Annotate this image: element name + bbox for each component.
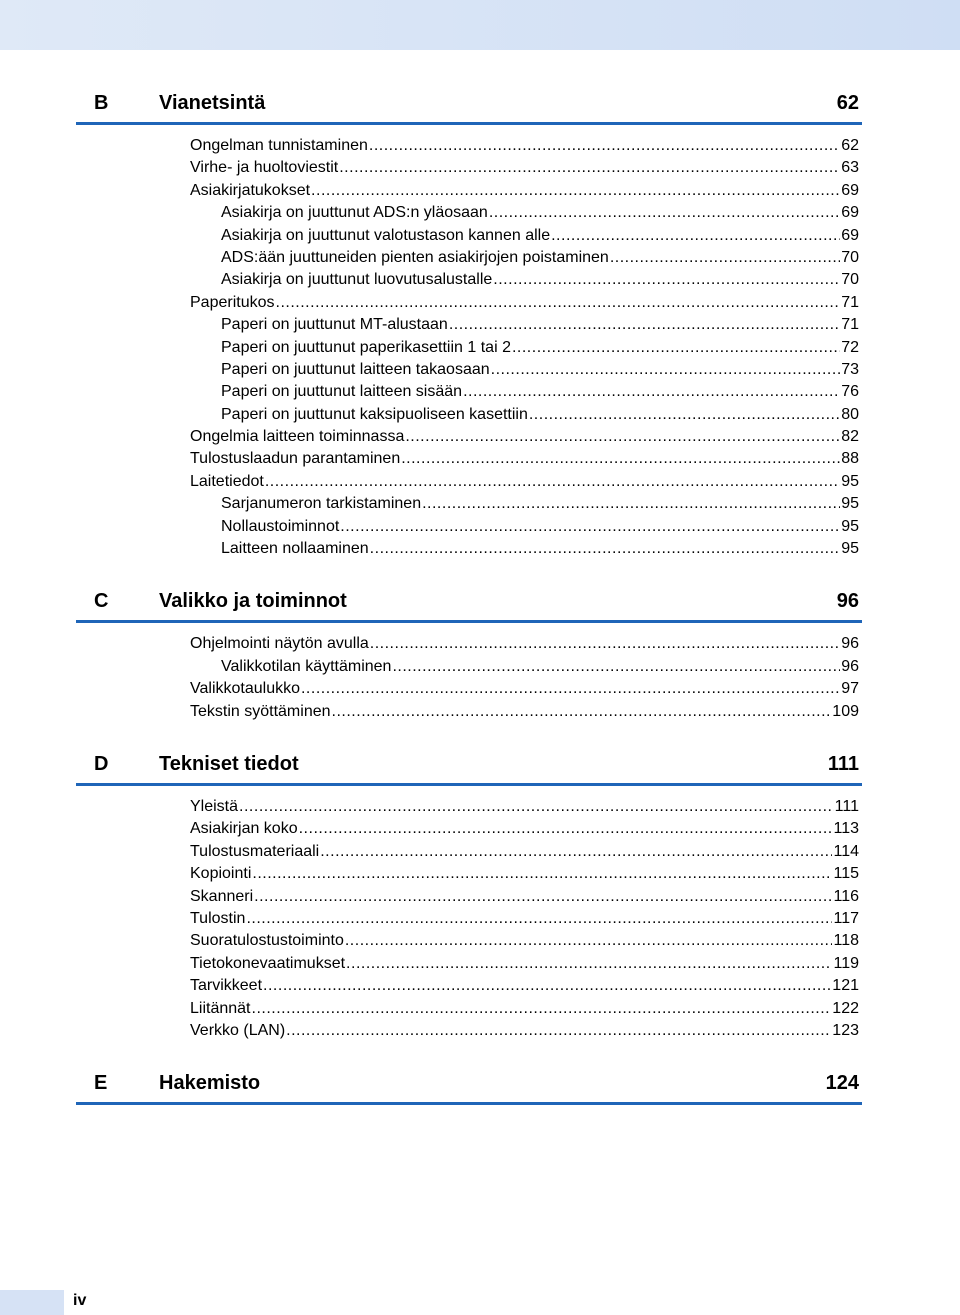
toc-entry-label: Yleistä (190, 797, 239, 815)
toc-entry[interactable] (76, 678, 862, 700)
toc-entry[interactable] (76, 381, 862, 403)
chapter-entries (76, 623, 862, 737)
toc-entry-page: 96 (841, 635, 859, 653)
toc-entry-label: Laitteen nollaaminen (221, 540, 369, 558)
toc-entry-label: Virhe- ja huoltoviestit (190, 159, 339, 177)
toc-entry-page: 76 (841, 383, 859, 401)
toc-entry-label: Paperi on juuttunut kaksipuoliseen kasettiin (221, 405, 528, 423)
toc-entry[interactable] (76, 180, 862, 202)
dot-leader (401, 448, 840, 470)
footer-page-number: iv (73, 1292, 87, 1309)
chapter-title: Vianetsintä (159, 92, 266, 114)
toc-entry[interactable] (76, 975, 862, 997)
chapter-entries (76, 786, 862, 1056)
toc-entry-page: 123 (832, 1021, 859, 1039)
toc-entry[interactable] (76, 656, 862, 678)
toc-entry-page: 97 (841, 680, 859, 698)
footer-band (0, 1290, 64, 1315)
toc-entry-label: Tulostusmateriaali (190, 842, 320, 860)
toc-entry-label: Tulostin (190, 909, 246, 927)
toc-entry-label: Ohjelmointi näytön avulla (190, 635, 369, 653)
toc-entry-page: 122 (832, 999, 859, 1017)
dot-leader (512, 337, 840, 359)
toc-entry-label: Asiakirja on juuttunut valotustason kannen alle (221, 226, 551, 244)
dot-leader (491, 359, 841, 381)
dot-leader (551, 225, 840, 247)
dot-leader (265, 471, 840, 493)
dot-leader (529, 404, 840, 426)
dot-leader (254, 886, 832, 908)
toc-entry-label: Tulostuslaadun parantaminen (190, 450, 401, 468)
toc-entry[interactable] (76, 538, 862, 560)
toc-entry-label: Asiakirjan koko (190, 820, 298, 838)
toc-entry-page: 71 (841, 293, 859, 311)
toc-entry-page: 95 (841, 472, 859, 490)
toc-entry-label: Asiakirja on juuttunut luovutusalustalle (221, 271, 493, 289)
toc-entry[interactable] (76, 292, 862, 314)
toc-entry-page: 116 (833, 887, 859, 905)
toc-entry[interactable] (76, 908, 862, 930)
toc-entry-page: 72 (841, 338, 859, 356)
toc-entry[interactable] (76, 448, 862, 470)
toc-entry-page: 114 (833, 842, 859, 860)
toc-entry-page: 71 (841, 316, 859, 334)
toc-entry[interactable] (76, 998, 862, 1020)
toc-entry-page: 121 (832, 977, 859, 995)
toc-entry[interactable] (76, 701, 862, 723)
dot-leader (286, 1020, 831, 1042)
chapter-page-number: 111 (827, 752, 859, 775)
toc-entry-label: Asiakirjatukokset (190, 181, 311, 199)
toc-entry-label: Paperi on juuttunut paperikasettiin 1 tai 2 (221, 338, 511, 356)
chapter-page-number: 96 (836, 590, 859, 613)
toc-chapter (76, 84, 862, 574)
toc-entry[interactable] (76, 225, 862, 247)
toc-entry-label: Tekstin syöttäminen (190, 702, 331, 720)
toc-entry[interactable] (76, 930, 862, 952)
toc-entry-label: ADS:ään juuttuneiden pienten asiakirjojen poistaminen (221, 248, 609, 266)
dot-leader (489, 202, 840, 224)
chapter-heading[interactable] (76, 582, 862, 623)
table-of-contents (76, 84, 862, 1113)
toc-entry-label: Valikkotaulukko (190, 680, 300, 698)
dot-leader (276, 292, 841, 314)
dot-leader (346, 953, 832, 975)
toc-entry[interactable] (76, 247, 862, 269)
toc-chapter (76, 745, 862, 1056)
toc-entry[interactable] (76, 516, 862, 538)
toc-chapter (76, 582, 862, 737)
toc-entry[interactable] (76, 796, 862, 818)
dot-leader (252, 863, 832, 885)
chapter-page-number: 124 (825, 1072, 859, 1095)
toc-entry[interactable] (76, 135, 862, 157)
page-footer (0, 1290, 960, 1315)
chapter-heading[interactable] (76, 1064, 862, 1105)
toc-entry-page: 117 (833, 909, 859, 927)
toc-entry-label: Paperi on juuttunut laitteen takaosaan (221, 360, 490, 378)
chapter-title: Tekniset tiedot (159, 752, 299, 775)
toc-entry-label: Kopiointi (190, 865, 252, 883)
toc-entry-page: 82 (841, 428, 859, 446)
chapter-heading[interactable] (76, 745, 862, 786)
toc-chapter (76, 1064, 862, 1105)
toc-entry-page: 119 (833, 954, 859, 972)
toc-entry[interactable] (76, 841, 862, 863)
toc-entry[interactable] (76, 953, 862, 975)
dot-leader (246, 908, 832, 930)
toc-entry-label: Nollaustoiminnot (221, 517, 340, 535)
dot-leader (299, 818, 833, 840)
dot-leader (449, 314, 840, 336)
toc-entry[interactable] (76, 493, 862, 515)
toc-entry-page: 69 (841, 204, 859, 222)
chapter-entries (76, 125, 862, 574)
toc-entry[interactable] (76, 886, 862, 908)
toc-entry-label: Paperitukos (190, 293, 275, 311)
toc-entry-page: 95 (841, 517, 859, 535)
toc-entry-label: Suoratulostustoiminto (190, 932, 344, 950)
toc-entry-label: Verkko (LAN) (190, 1021, 286, 1039)
toc-entry-page: 118 (833, 932, 859, 950)
toc-entry-page: 70 (841, 271, 859, 289)
toc-entry[interactable] (76, 404, 862, 426)
toc-entry[interactable] (76, 269, 862, 291)
toc-entry-page: 62 (841, 137, 859, 154)
toc-entry[interactable] (76, 314, 862, 336)
toc-entry[interactable] (76, 1020, 862, 1042)
toc-entry-page: 73 (841, 360, 859, 378)
dot-leader (493, 269, 840, 291)
toc-entry-label: Paperi on juuttunut laitteen sisään (221, 383, 463, 401)
toc-entry[interactable] (76, 863, 862, 885)
dot-leader (263, 975, 831, 997)
toc-entry[interactable] (76, 157, 862, 179)
chapter-letter: B (94, 92, 109, 114)
chapter-letter: E (94, 1072, 108, 1095)
toc-entry-label: Tarvikkeet (190, 977, 263, 995)
toc-entry-page: 111 (834, 797, 859, 815)
toc-entry-label: Skanneri (190, 887, 254, 905)
dot-leader (339, 157, 840, 179)
toc-entry[interactable] (76, 426, 862, 448)
dot-leader (405, 426, 840, 448)
toc-entry-label: Ongelman tunnistaminen (190, 137, 368, 154)
toc-entry-page: 109 (832, 702, 859, 720)
toc-entry-label: Asiakirja on juuttunut ADS:n yläosaan (221, 204, 488, 222)
dot-leader (610, 247, 840, 269)
dot-leader (345, 930, 833, 952)
toc-entry-page: 96 (841, 657, 859, 675)
dot-leader (311, 180, 840, 202)
toc-entry-label: Sarjanumeron tarkistaminen (221, 495, 422, 513)
dot-leader (301, 678, 840, 700)
dot-leader (340, 516, 840, 538)
chapter-letter: D (94, 752, 109, 775)
toc-entry[interactable] (76, 337, 862, 359)
toc-entry[interactable] (76, 818, 862, 840)
toc-entry-label: Liitännät (190, 999, 251, 1017)
toc-entry-page: 70 (841, 248, 859, 266)
toc-entry-label: Paperi on juuttunut MT-alustaan (221, 316, 448, 334)
dot-leader (422, 493, 840, 515)
dot-leader (370, 538, 841, 560)
toc-entry-page: 113 (833, 820, 859, 838)
header-band (0, 0, 960, 50)
toc-entry-page: 115 (833, 865, 859, 883)
chapter-title: Valikko ja toiminnot (159, 590, 347, 613)
dot-leader (320, 841, 832, 863)
dot-leader (252, 998, 832, 1020)
toc-entry-label: Laitetiedot (190, 472, 264, 490)
chapter-title: Hakemisto (159, 1072, 261, 1095)
toc-entry-page: 63 (841, 159, 859, 177)
dot-leader (392, 656, 840, 678)
toc-entry-page: 80 (841, 405, 859, 423)
dot-leader (370, 633, 840, 655)
toc-entry-page: 95 (841, 540, 859, 558)
toc-entry[interactable] (76, 202, 862, 224)
toc-entry-page: 69 (841, 181, 859, 199)
chapter-heading[interactable] (76, 84, 862, 125)
toc-entry-page: 95 (841, 495, 859, 513)
dot-leader (369, 135, 840, 157)
toc-entry-page: 69 (841, 226, 859, 244)
dot-leader (463, 381, 840, 403)
toc-entry-page: 88 (841, 450, 859, 468)
chapter-letter: C (94, 590, 109, 613)
toc-entry[interactable] (76, 633, 862, 655)
dot-leader (239, 796, 834, 818)
toc-entry[interactable] (76, 359, 862, 381)
toc-entry-label: Ongelmia laitteen toiminnassa (190, 428, 405, 446)
toc-entry-label: Valikkotilan käyttäminen (221, 657, 392, 675)
toc-entry[interactable] (76, 471, 862, 493)
toc-entry-label: Tietokonevaatimukset (190, 954, 346, 972)
chapter-page-number: 62 (836, 92, 859, 114)
dot-leader (332, 701, 832, 723)
